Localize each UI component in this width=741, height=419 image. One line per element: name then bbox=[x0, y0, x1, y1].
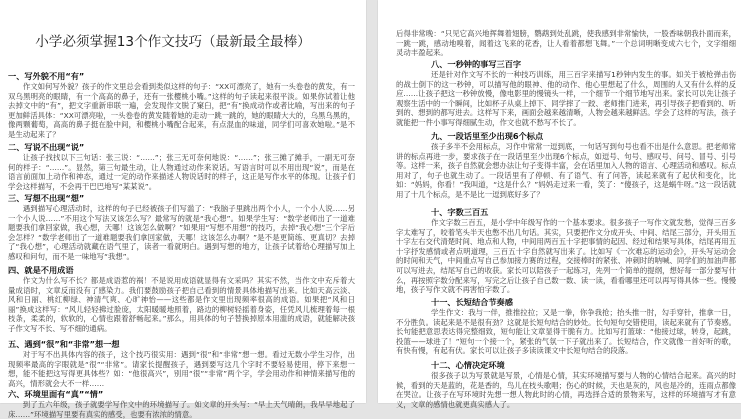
section-paragraph: 作文字数三百五，是小学中年级写作的一个基本要求。很多孩子一写作文就发愁，觉得三百多字太难写了，咬着笔头半天也憋不出几句话。其实，只要把作文分成开头、中间、结尾三部分，开头用五十字左右交代清楚时间、地点和人物，中间用两百五十字把事情的起因、经过和结果写具体，结尾再用五十字抒发感情或者点明道理，三百五十字自然就写出来了。比如写《一次难忘的运动会》，开头写运动会的时间和天气，中间重点写自己参加接力赛的过程，交接棒时的紧张、冲刺时的呐喊、同学们的加油声都可以写进去，结尾写自己的收获。家长可以陪孩子一起练习，先列一个简单的提纲，想好每一部分要写什么，再按照字数分配来写，写完之后让孩子自己数一数、读一读，看看哪里还可以再写得具体一些。慢慢地，孩子写作文就不再害怕字数了。 bbox=[396, 218, 736, 295]
section-speech bbox=[8, 142, 355, 191]
section-heading: 三、写想不出现“想” bbox=[8, 193, 85, 203]
section-paragraph: 作文为什么写不长？都是成语惹的祸！不是说用成语就显得有文采吗？其实不然，当作文中充斥着大量成语时，文章反而没有了感染力。我们要鼓励孩子把自己看到的情景具体地描写出来。比如天高云淡、风和日丽、桃红柳绿、神清气爽、心旷神怡——这些都是作文里出现频率很高的成语。如果把“风和日丽”换成这样写：“风儿轻轻拂过脸庞，太阳暖暖地照着，路边的柳树轻摇着身姿，任凭风儿梳理着每一根枝条，柔柔的，软软的，心情也跟着舒畅起来。”那么，用具体的句子替换掉原本用滥的成语，就能解决孩子作文写不长、写不细的通病。 bbox=[8, 276, 355, 333]
document-title: 小学必须掌握13个作文技巧（最新最全最棒） bbox=[35, 34, 311, 50]
section-heading: 十二、心情决定环境 bbox=[431, 360, 505, 370]
section-idioms bbox=[8, 265, 355, 334]
section-heading: 十、字数三百五 bbox=[431, 207, 489, 217]
continued-paragraph: 后得非常晚：“只见它高兴地挥舞着翅膀，鹦鹉到处乱跳，使我感到非常愉快，一股香味朝我扑面而来，一跳一跳，感动地嗅着，闻着这飞来的花香，让人看着都想飞舞。”一个总词明晰变成六七个，文字细细灵动丰盈起来。 bbox=[396, 29, 736, 58]
section-paragraph: 对于写不出具体内容的孩子，这个技巧很实用：遇到“很”和“非常”想一想。看过无数小学生习作，出现频率最高的字眼就是“很”“非常”。请家长提醒孩子，遇到要写这几个字时不要轻易使用，停下来想一想，能不能把这写得更具体些？如：“他很高兴”，别用“很”“非常”两个字，学会用动作和神情来描写他的高兴，情形就会大不一样…… bbox=[8, 350, 355, 388]
section-very bbox=[8, 339, 355, 388]
section-rhythm bbox=[396, 297, 736, 356]
section-heading: 二、写说不出现“说” bbox=[8, 142, 85, 152]
section-paragraph: 让孩子找找以下三句话：张三说：“……”；张三无可奈何地说：“……”；张三摊了摊手，一副无可奈何的样子：“……”。显然，第三句最生动，让人物通过动作来说话。写语言时可以不用出现“说”，而是在语言前面加上动作和神态，通过一定的动作来描述人物说话时的样子，这正是写作水平的体现。让孩子们学会这样描写，不会再干巴巴地写“某某说”。 bbox=[8, 153, 355, 191]
section-paragraph: 学生作文：我与一伴，推推拉拉；又是一拳，你争我抢；抬头推一肘，勾手穿针，推拿一日，不分胜负。读起来是不是很有劲？这就是长短句结合的妙处。长句短句交错使用，读起来就有了节奏感。长句能把意思表达得完整细致，短句能让文章显得干脆有力。比如写打篮球：“他接过球，转身，起跳，投篮——球进了！”短句一个接一个，紧张的气氛一下子就出来了。长短结合，作文就像一首好听的歌，有快有慢，有起有伏。家长可以让孩子多读读课文中长短句结合的段落。 bbox=[396, 308, 736, 356]
section-heading: 六、环境里面有“真”“情” bbox=[8, 389, 104, 399]
section-paragraph: 作文如何写外貌？孩子的作文里总会看到类似这样的句子：“XX可漂亮了，她有一头卷卷的黄发，有一双乌黑明亮的眼睛，有一个高高的鼻子，还有一张樱桃小嘴。”这样的句子读起来很平淡。如果你试着让他去掉文中的“有”，把文字重新串联一遍，会发现作文脱了窠臼，把“有”换成动作或者比喻，写出来的句子更加鲜活具体：“XX可漂亮啦，一头卷卷的黄发随着她的走动一跳一跳的，她的眼睛大大的，乌黑乌黑的，像两颗葡萄，高高的鼻子挺在脸中间，和樱桃小嘴配合起来，有点混血的味道，同学们可喜欢她啦。”是不是生动起来了？ bbox=[8, 82, 355, 139]
section-thought bbox=[8, 193, 355, 262]
document-page-left[interactable] bbox=[0, 0, 366, 419]
section-heading: 五、遇到“很”和“非常”想一想 bbox=[8, 339, 120, 349]
section-heading: 一、写外貌不用“有” bbox=[8, 71, 85, 81]
section-one-second bbox=[396, 59, 736, 128]
section-heading: 九、一段话里至少出现6个标点 bbox=[431, 131, 544, 141]
section-appearance bbox=[8, 71, 355, 140]
document-page-right[interactable] bbox=[378, 0, 741, 409]
section-heading: 八、一秒钟的事写三百字 bbox=[431, 59, 522, 69]
section-paragraph: 很多孩子以为写景就是写景，心情是心情，其实环境描写要与人物的心情结合起来。高兴的时候，看到的天是蓝的，花是香的，鸟儿在枝头歌唱；伤心的时候，天也是灰的，风也是冷的，连雨点都像在哭泣。让孩子在写环境时先想一想人物此时的心情，再选择合适的景物来写，这样的环境描写才有意义，文章的感情也就更真实感人了。 bbox=[396, 371, 736, 409]
section-heading: 四、就是不用成语 bbox=[8, 265, 74, 275]
section-mood bbox=[396, 360, 736, 409]
section-heading: 十一、长短结合节奏感 bbox=[431, 297, 513, 307]
section-word-count bbox=[396, 207, 736, 295]
section-paragraph: 还是针对作文写不长的一种技巧训练，用三百字来描写1秒钟内发生的事。如关于被枪弹击伤的战士倒下的这一秒钟，可以描写他的眼神、他的动作、他心里想起了什么，周围的人又有什么样的反应……让孩子把这一秒钟放慢，像电影里的慢镜头一样，一个细节一个细节地写出来。家长可以先让孩子观察生活中的一个瞬间，比如杯子从桌上掉下、同学摔了一跤、老师推门进来，再引导孩子把看到的、听到的、想到的都写进去。这样写下来，画面会越来越清晰，人物会越来越鲜活。学会了这样的写法，孩子就能把一件小事写得细腻生动，作文也就不愁写不长了。 bbox=[396, 70, 736, 127]
section-paragraph: 到了五六年级，孩子就要学写作文中的环境描写了。如文章的开头写：“早上天气晴朗，我早早地起了床……”环境描写里要有真实的感受，也要有浓浓的情意。 bbox=[8, 400, 355, 419]
section-punctuation bbox=[396, 131, 736, 200]
section-paragraph: 遇到描写心理活动时，这样的句子已经被孩子们写滥了：“我脑子里跳出两个小人，一个小人说……另一个小人说……”不用这个写法又该怎么写？最常写的就是“我心想”。如果学生写：“数学老师出了一道难题要我们拿回家做，我心想，天哪！这该怎么做啊？”如果用“写想不用想”的技巧，去掉“我心想”三个字后会怎样？“数学老师出了一道难题要我们拿回家做，天哪！这该怎么办啊？”是不是更简练、更真切？去掉了“我心想”，心理活动就藏在语气里了，读者一看就明白。遇到写想的地方，让孩子试着给心理描写加上感叹和问句，而不是一味地写“我想”。 bbox=[8, 204, 355, 261]
section-environment bbox=[8, 389, 355, 419]
section-paragraph: 孩子多半不会用标点，习作中常常一逗到底，一句话写到句号也看不出是什么意思。把老师常讲的标点再进一步，要求孩子在一段话里至少出现6个标点，如逗号、句号、感叹号、问号、冒号、引号等。这样一来，孩子自然就会想办法让句子变得丰富，会在话里加入人物的语言、心理活动和感叹。标点用对了，句子也就生动了。一段话里有了停顿、有了语气、有了问答，读起来就有了起伏和变化，比如：“妈妈，你看！”我叫道，“这是什么？”妈妈走过来一看，笑了：“傻孩子，这是蜗牛呀。”这一段话就用了十几个标点，是不是比一逗到底好多了？ bbox=[396, 142, 736, 199]
